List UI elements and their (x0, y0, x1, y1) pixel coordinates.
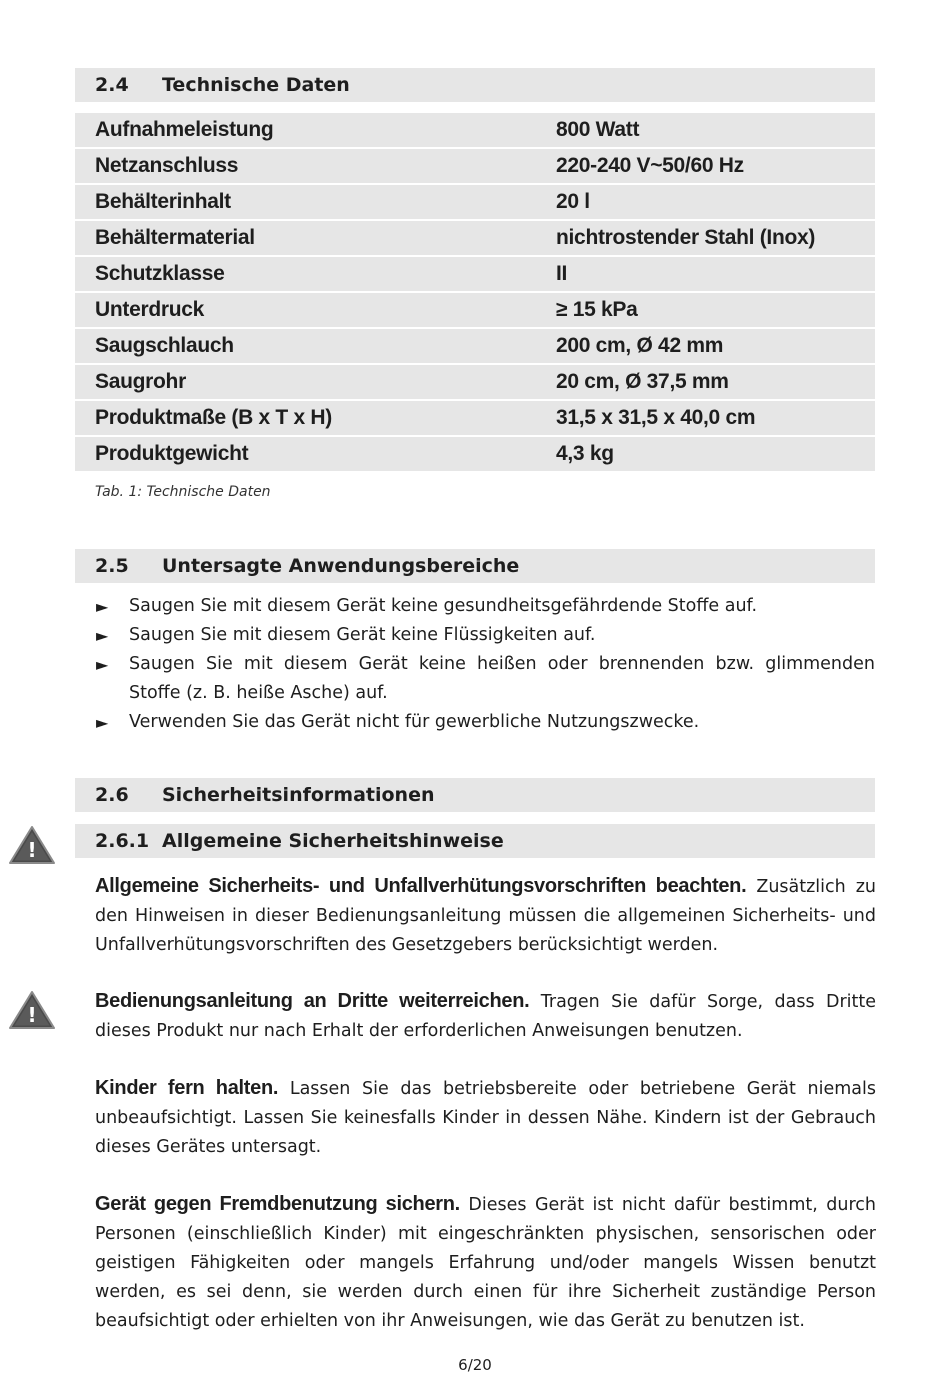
safety-paragraph (95, 1074, 876, 1162)
row-value: 20 l (556, 190, 590, 213)
warning-triangle-icon (7, 989, 57, 1031)
safety-paragraph (95, 872, 876, 960)
table-row (75, 401, 875, 435)
list-item-text: Saugen Sie mit diesem Gerät keine gesundheitsgefährdende Stoffe auf. (129, 596, 758, 616)
row-label: Unterdruck (95, 298, 205, 321)
safety-paragraph (95, 1190, 876, 1336)
tech-data-table (75, 113, 875, 473)
paragraph-text: Zusätzlich zu den Hinweisen in dieser Bedienungsanleitung müssen die allgemeinen Sicherheits- und Unfallverhütungsvorschriften des Gesetzgebers berücksichtigt werden. (95, 877, 876, 955)
list-item (95, 592, 875, 621)
section-heading-2-6 (75, 778, 875, 812)
table-row (75, 149, 875, 183)
paragraph-text: Tragen Sie dafür Sorge, dass Dritte dieses Produkt nur nach Erhalt der erforderlichen Anweisungen benutzen. (95, 992, 876, 1041)
paragraph-lead: Bedienungsanleitung an Dritte weiterreichen. (95, 990, 530, 1012)
list-item (95, 708, 875, 737)
list-item (95, 621, 875, 650)
paragraph-lead: Allgemeine Sicherheits- und Unfallverhütungsvorschriften beachten. (95, 875, 747, 897)
section-title: Technische Daten (162, 74, 350, 96)
row-value: 220-240 V~50/60 Hz (556, 154, 744, 177)
list-item-text: Saugen Sie mit diesem Gerät keine heißen oder brennenden bzw. glimmenden Stoffe (z. B. heiße Asche) auf. (129, 654, 875, 703)
row-value: 31,5 x 31,5 x 40,0 cm (556, 406, 756, 429)
section-number: 2.4 (95, 74, 129, 96)
table-row (75, 185, 875, 219)
section-title: Sicherheitsinformationen (162, 784, 435, 806)
section-title: Untersagte Anwendungsbereiche (162, 555, 520, 577)
bullet-arrow-icon: ► (96, 597, 109, 616)
section-number: 2.6 (95, 784, 129, 806)
section-heading-2-6-1 (75, 824, 875, 858)
section-heading-2-5 (75, 549, 875, 583)
bullet-arrow-icon: ► (96, 713, 109, 732)
table-row (75, 257, 875, 291)
row-label: Behältermaterial (95, 226, 255, 249)
table-row (75, 221, 875, 255)
warning-glyph: ! (27, 1003, 37, 1027)
row-value: 200 cm, Ø 42 mm (556, 334, 724, 357)
row-label: Behälterinhalt (95, 190, 231, 213)
row-label: Schutzklasse (95, 262, 225, 285)
section-number: 2.6.1 (95, 830, 150, 852)
table-row (75, 365, 875, 399)
list-item (95, 650, 875, 708)
row-value: 20 cm, Ø 37,5 mm (556, 370, 729, 393)
row-value: II (556, 262, 568, 285)
bullet-arrow-icon: ► (96, 655, 109, 674)
page-number: 6/20 (458, 1356, 492, 1374)
row-label: Aufnahmeleistung (95, 118, 274, 141)
table-row (75, 113, 875, 147)
table-row (75, 329, 875, 363)
row-label: Netzanschluss (95, 154, 239, 177)
table-caption: Tab. 1: Technische Daten (95, 484, 271, 500)
row-value: 4,3 kg (556, 442, 614, 465)
section-heading-2-4 (75, 68, 875, 102)
row-value: nichtrostender Stahl (Inox) (556, 226, 816, 249)
bullet-arrow-icon: ► (96, 626, 109, 645)
safety-paragraph (95, 987, 876, 1046)
table-row (75, 293, 875, 327)
row-value: 800 Watt (556, 118, 640, 141)
section-number: 2.5 (95, 555, 129, 577)
warning-triangle-icon (7, 824, 57, 866)
warning-glyph: ! (27, 838, 37, 862)
row-value: ≥ 15 kPa (556, 298, 638, 321)
list-item-text: Verwenden Sie das Gerät nicht für gewerbliche Nutzungszwecke. (129, 712, 700, 732)
paragraph-lead: Gerät gegen Fremdbenutzung sichern. (95, 1193, 460, 1215)
paragraph-text: Lassen Sie das betriebsbereite oder betriebene Gerät niemals unbeaufsichtigt. Lassen Sie keinesfalls Kinder in dessen Nähe. Kindern ist der Gebrauch dieses Gerätes untersagt. (95, 1079, 876, 1157)
row-label: Saugrohr (95, 370, 186, 393)
section-title: Allgemeine Sicherheitshinweise (162, 830, 504, 852)
list-item-text: Saugen Sie mit diesem Gerät keine Flüssigkeiten auf. (129, 625, 596, 645)
prohibited-uses-list (95, 592, 875, 737)
paragraph-lead: Kinder fern halten. (95, 1077, 279, 1099)
row-label: Produktmaße (B x T x H) (95, 406, 332, 429)
paragraph-text: Dieses Gerät ist nicht dafür bestimmt, durch Personen (einschließlich Kinder) mit eingeschränkten physischen, sensorischen oder geistigen Fähigkeiten oder mangels Erfahrung und/oder mangels Wissen benutzt werden, es sei denn, sie werden durch einen für ihre Sicherheit zuständige Person beaufsichtigt oder erhielten von ihr Anweisungen, wie das Gerät zu benutzen ist. (95, 1195, 876, 1331)
row-label: Saugschlauch (95, 334, 234, 357)
table-row (75, 437, 875, 471)
row-label: Produktgewicht (95, 442, 249, 465)
